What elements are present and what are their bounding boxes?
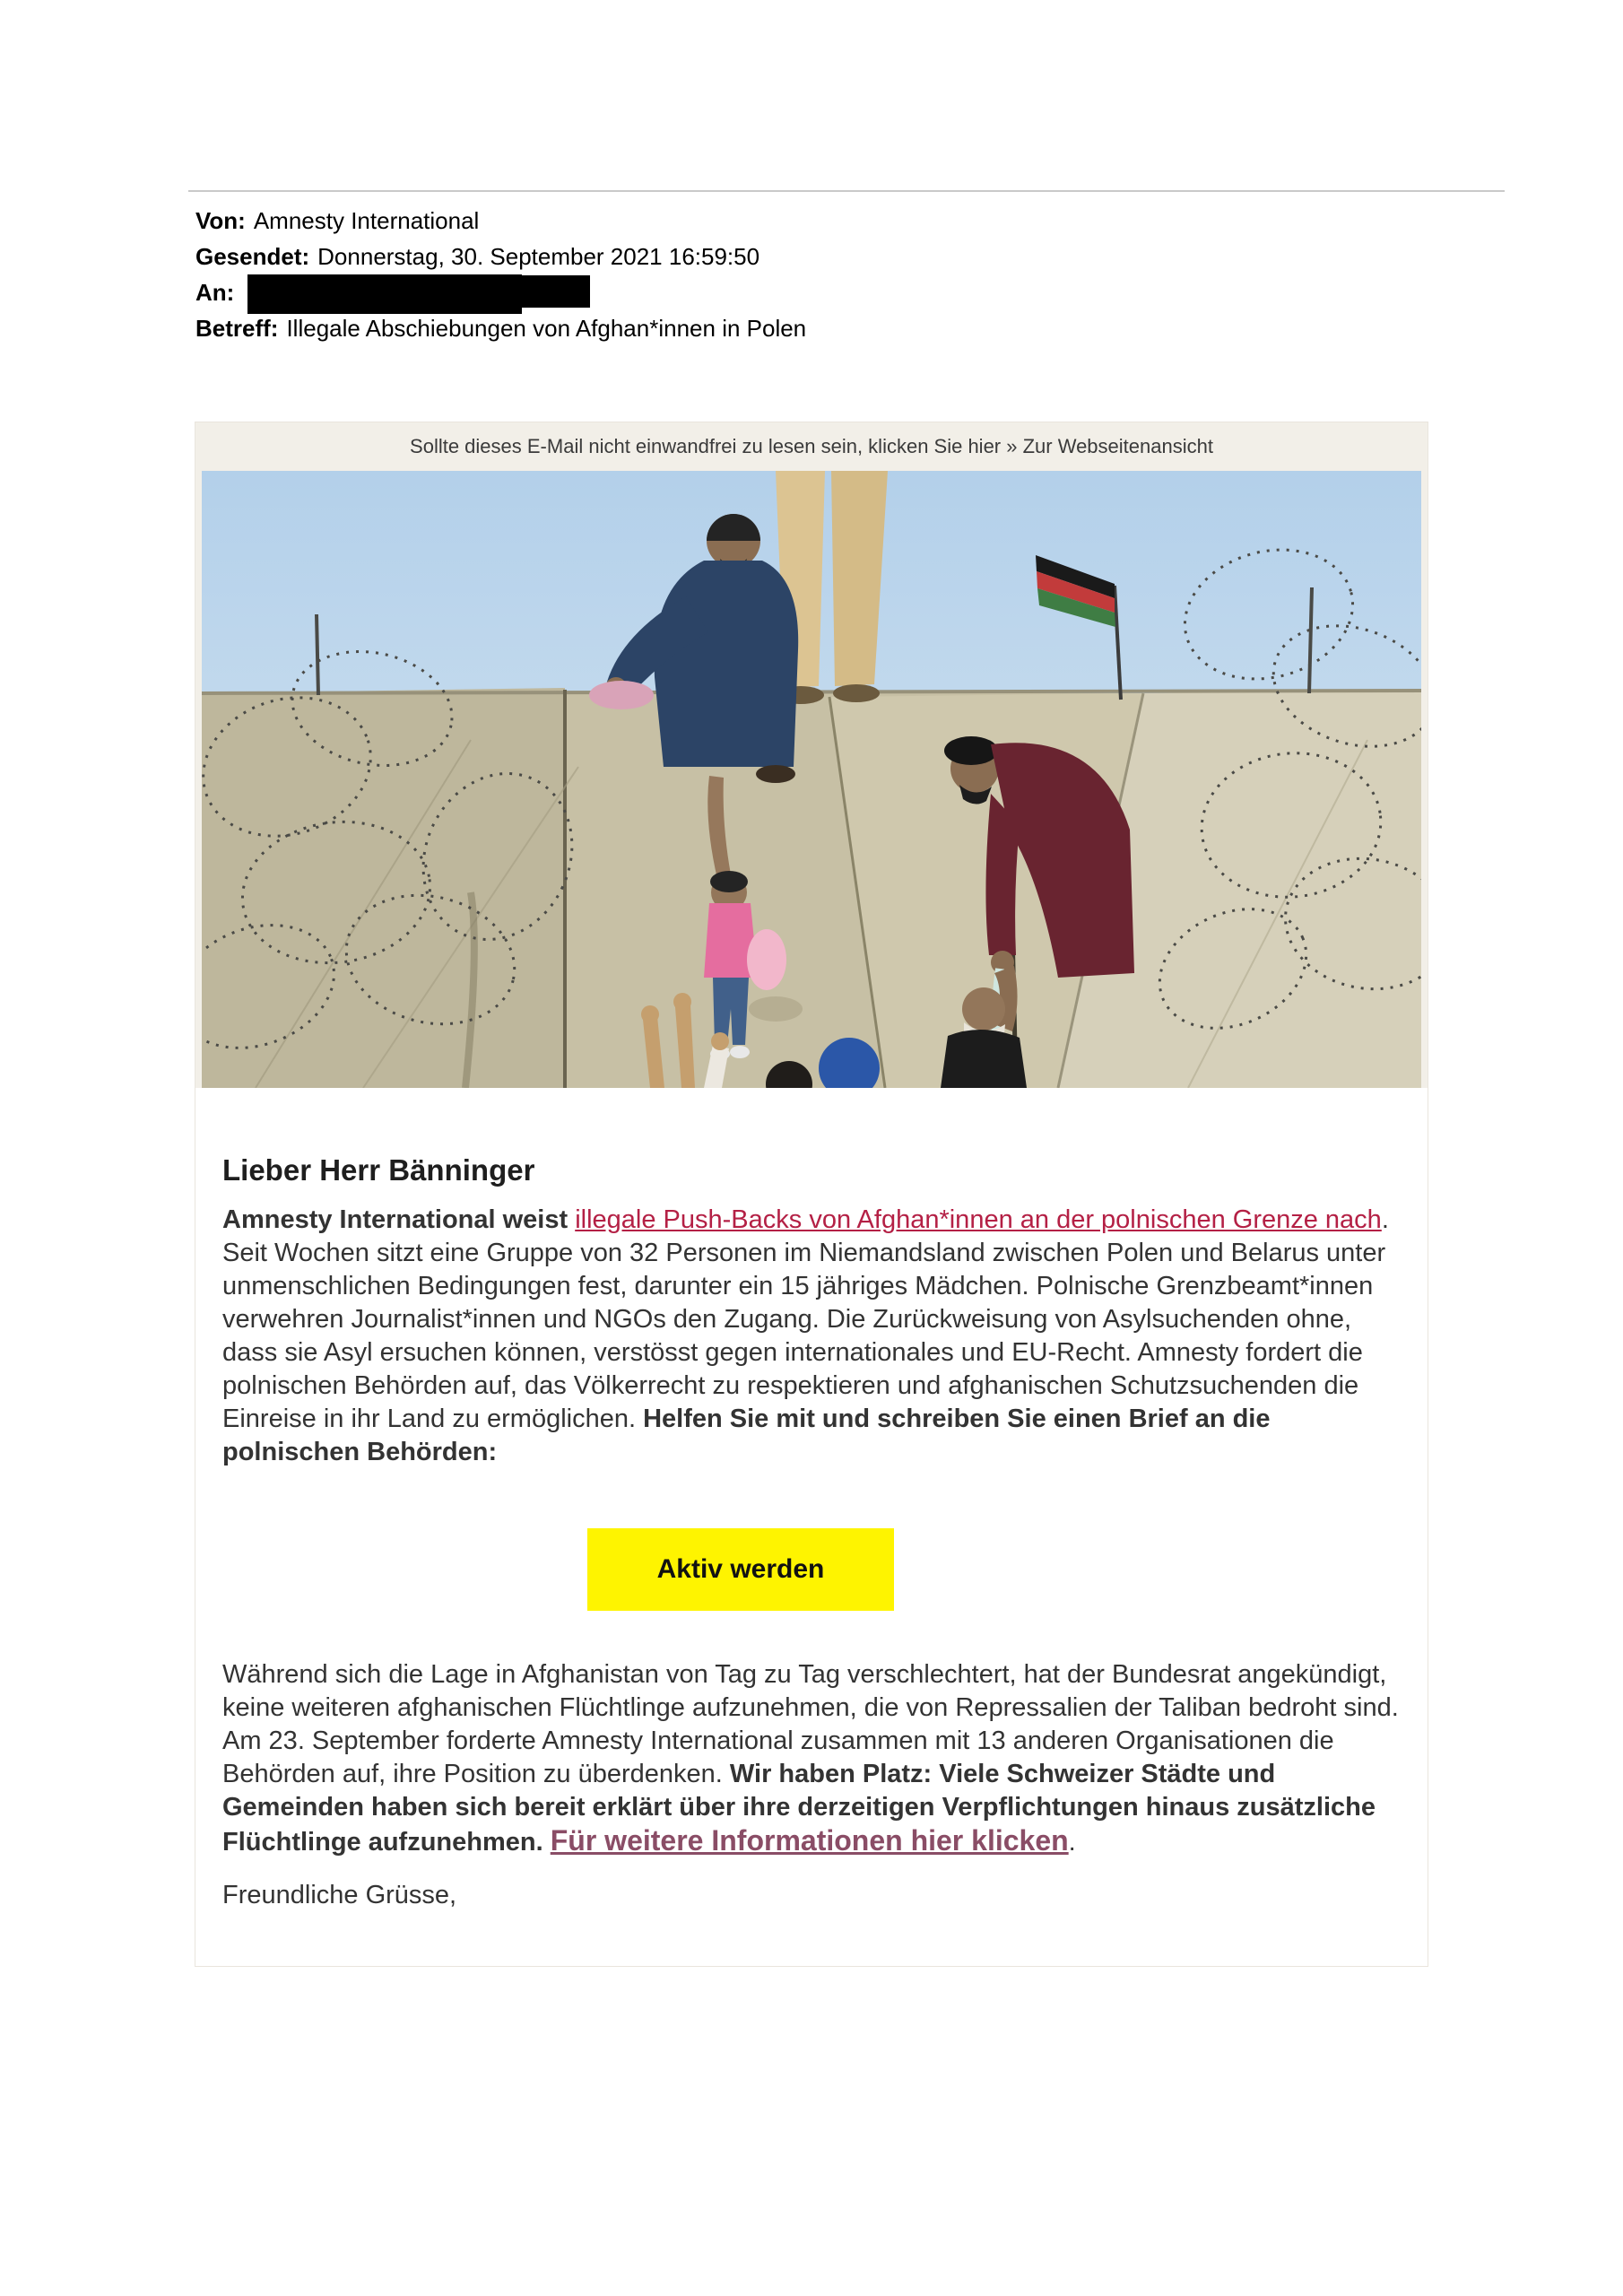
webview-notice-bar — [195, 422, 1428, 471]
header-from-row — [195, 203, 806, 239]
bold-intro: Amnesty International weist — [222, 1205, 576, 1234]
email-text-body — [195, 1152, 1428, 1948]
redacted-recipient-box — [247, 274, 522, 314]
greeting: Lieber Herr Bänninger — [222, 1153, 535, 1187]
to-label: An: — [195, 279, 235, 306]
subject-value: Illegale Abschiebungen von Afghan*innen in Polen — [286, 315, 807, 342]
closing-line: Freundliche Grüsse, — [222, 1881, 457, 1909]
concrete-wall — [202, 688, 1421, 1088]
pushbacks-link[interactable]: illegale Push-Backs von Afghan*innen an der polnischen Grenze nach — [575, 1205, 1382, 1234]
header-divider — [188, 190, 1505, 192]
subject-label: Betreff: — [195, 315, 279, 342]
sent-label: Gesendet: — [195, 243, 310, 270]
from-value: Amnesty International — [253, 207, 480, 234]
more-info-link[interactable]: Für weitere Informationen hier klicken — [550, 1824, 1069, 1857]
aktiv-werden-button[interactable]: Aktiv werden — [587, 1528, 894, 1611]
email-header-block — [195, 203, 806, 346]
from-label: Von: — [195, 207, 246, 234]
paragraph-2 — [222, 1658, 1401, 1859]
sent-value: Donnerstag, 30. September 2021 16:59:50 — [317, 243, 760, 270]
header-sent-row — [195, 239, 806, 274]
bold-call-to-action: Helfen Sie mit und schreiben Sie einen Brief an die polnischen Behörden: — [222, 1405, 1271, 1466]
email-body-container — [195, 422, 1428, 1967]
body-text: . Seit Wochen sitzt eine Gruppe von 32 Personen im Niemandsland zwischen Polen und Belarus unter unmenschlichen Bedingungen fest, darunter ein 15 jähriges Mädchen. Polnische Grenzbeamt*innen verwehren Journalist*innen und NGOs den Zugang. Die Zurückweisung von Asylsuchenden ohne, dass sie Asyl ersuchen können, verstösst gegen internationales und EU-Recht. Amnesty fordert die polnischen Behörden auf, das Völkerrecht zu respektieren und afghanischen Schutzsuchenden die Einreise in ihr Land zu ermöglichen. — [222, 1205, 1389, 1433]
header-to-row — [195, 274, 806, 310]
header-subject-row — [195, 310, 806, 346]
hero-photo-frame — [195, 471, 1428, 1088]
action-button-row — [222, 1528, 1401, 1611]
bold-wir-haben-platz: Wir haben Platz: Viele Schweizer Städte und Gemeinden haben sich bereit erklärt über ihre derzeitigen Verpflichtungen hinaus zusätzliche Flüchtlinge aufzunehmen. — [222, 1760, 1376, 1857]
body-text: Während sich die Lage in Afghanistan von Tag zu Tag verschlechtert, hat der Bundesrat angekündigt, keine weiteren afghanischen Flüchtlinge aufzunehmen, die von Repressalien der Taliban bedroht sind. Am 23. September forderte Amnesty International zusammen mit 13 anderen Organisationen die Behörden auf, ihre Position zu überdenken. — [222, 1660, 1399, 1788]
redacted-recipient-box-small — [522, 275, 590, 308]
hero-photo — [202, 471, 1421, 1088]
body-text: . — [1068, 1828, 1076, 1857]
webview-link[interactable]: Sollte dieses E-Mail nicht einwandfrei zu lesen sein, klicken Sie hier » Zur Webseitenansicht — [410, 435, 1213, 457]
paragraph-1 — [222, 1204, 1401, 1469]
